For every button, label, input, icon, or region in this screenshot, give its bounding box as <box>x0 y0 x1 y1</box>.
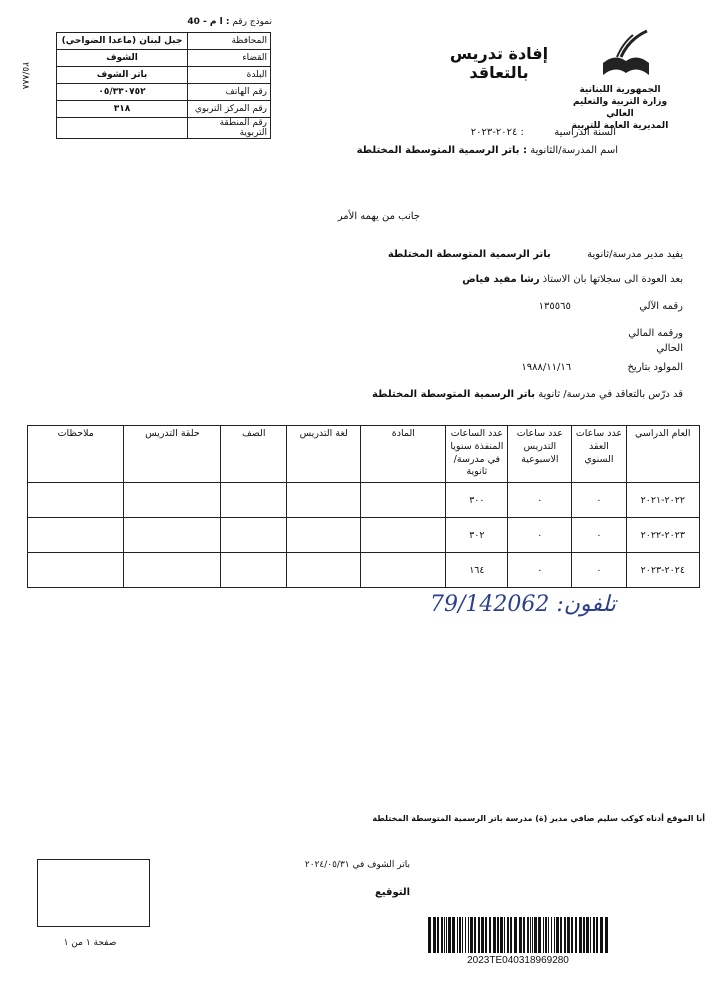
barcode-bar <box>564 917 566 953</box>
place-date: باتر الشوف في ٢٠٢٤/٠٥/٣١ <box>304 860 410 870</box>
barcode-bar <box>600 917 603 953</box>
barcode-bar <box>530 917 531 953</box>
barcode-bar <box>538 917 541 953</box>
handwritten-phone-text: تلفون: 79/142062 <box>430 592 616 617</box>
table-cell: ٠ <box>508 553 572 588</box>
table-cell: ٢٠٢٢-٢٠٢١ <box>626 483 699 518</box>
form-model-number: : ا م - 40 <box>187 17 230 27</box>
table-cell: ٣٠٢ <box>446 518 508 553</box>
info-label: رقم المنطقة التربوية <box>188 118 271 139</box>
financial-number-line <box>560 327 683 356</box>
barcode-bar <box>500 917 503 953</box>
taught-line <box>300 389 683 400</box>
barcode-bar <box>437 917 439 953</box>
barcode-bar <box>444 917 445 953</box>
barcode-bar <box>481 917 484 953</box>
birth-value: ١٩٨٨/١١/١٦ <box>521 362 572 373</box>
table-cell <box>221 518 287 553</box>
table-cell: ٢٠٢٤-٢٠٢٣ <box>626 553 699 588</box>
table-cell: ٠ <box>572 553 626 588</box>
info-row <box>57 50 271 67</box>
info-label: رقم الهاتف <box>188 84 271 101</box>
column-header: ملاحظات <box>28 426 124 483</box>
ministry-heading <box>560 84 680 133</box>
barcode-bar <box>446 917 447 953</box>
barcode-bar <box>560 917 562 953</box>
barcode-bar <box>497 917 499 953</box>
column-header: حلقة التدريس <box>124 426 221 483</box>
principal-declaration: أنا الموقع أدناه كوكب سليم صافي مدير (ة) مدرسة باتر الرسمية المتوسطة المختلطة <box>372 814 705 823</box>
barcode-bar <box>485 917 487 953</box>
school-year-label: السنة الدراسية <box>554 127 616 138</box>
addressee: جانب من يهمه الأمر <box>337 211 420 222</box>
column-header: المادة <box>361 426 446 483</box>
table-cell: ٠ <box>572 518 626 553</box>
handwritten-phone-note <box>430 592 700 617</box>
page-indicator: صفحة ١ من ١ <box>63 938 117 948</box>
barcode-bar <box>593 917 595 953</box>
info-label: المحافظة <box>188 33 271 50</box>
info-label: رقم المركز التربوي <box>188 101 271 118</box>
barcode-bar <box>428 917 431 953</box>
barcode-bar <box>474 917 476 953</box>
school-name-line <box>300 145 618 156</box>
table-cell <box>221 483 287 518</box>
barcode-bar <box>478 917 480 953</box>
book-logo-icon <box>599 29 653 79</box>
ministry-logo <box>599 29 653 79</box>
barcode-bar <box>543 917 544 953</box>
school-year-line <box>380 127 616 138</box>
ministry-line-3: المديرية العامة للتربية <box>571 121 669 132</box>
school-year-value: : ٢٠٢٤-٢٠٢٣ <box>470 127 524 138</box>
barcode-bar <box>519 917 522 953</box>
info-row <box>57 84 271 101</box>
barcode-bar <box>554 917 555 953</box>
info-label: القضاء <box>188 50 271 67</box>
info-value: ٠٥/٣٣٠٧٥٢ <box>57 84 188 101</box>
table-cell <box>221 553 287 588</box>
info-row <box>57 118 271 139</box>
table-cell <box>28 518 124 553</box>
records-label: بعد العودة الى سجلاتها بان الاستاذ <box>542 274 683 285</box>
barcode-bar <box>504 917 505 953</box>
form-model-line <box>112 17 272 27</box>
table-cell <box>361 518 446 553</box>
table-row <box>28 483 700 518</box>
birth-label: المولود بتاريخ <box>627 362 683 373</box>
barcode-bar <box>545 917 547 953</box>
barcode-bar <box>579 917 582 953</box>
table-cell <box>124 518 221 553</box>
school-name-value: : باتر الرسمية المتوسطة المختلطة <box>356 145 528 156</box>
table-cell: ١٦٤ <box>446 553 508 588</box>
barcode-icon <box>428 917 608 953</box>
informs-value: باتر الرسمية المتوسطة المختلطة <box>387 249 551 260</box>
signature-box <box>37 859 150 927</box>
barcode-bar <box>459 917 461 953</box>
barcode-bar <box>590 917 591 953</box>
barcode-bar <box>571 917 573 953</box>
info-value: جبل لبنان (ماعدا الضواحي) <box>57 33 188 50</box>
financial-label-1: ورقمه المالي <box>628 328 683 339</box>
info-label: البلدة <box>188 67 271 84</box>
info-value <box>57 118 188 139</box>
financial-label-2: الحالي <box>656 342 683 354</box>
table-row <box>28 553 700 588</box>
document-title: إفادة تدريس بالتعاقد <box>449 44 549 82</box>
barcode-bar <box>523 917 525 953</box>
barcode-bar <box>448 917 451 953</box>
table-cell <box>124 553 221 588</box>
taught-label: قد درّس بالتعاقد في مدرسة/ ثانوية <box>538 389 683 400</box>
table-cell <box>28 553 124 588</box>
birth-line <box>300 362 683 373</box>
records-line <box>300 274 683 285</box>
side-reference-note: ٢٥/٨٨٨ <box>20 62 30 90</box>
barcode-bar <box>493 917 496 953</box>
ministry-line-2: وزارة التربية والتعليم العالي <box>572 97 668 120</box>
barcode-bar <box>514 917 517 953</box>
column-header: عدد ساعات التدريس الاسبوعية <box>508 426 572 483</box>
table-cell: ٣٠٠ <box>446 483 508 518</box>
table-cell <box>287 553 361 588</box>
barcode-bar <box>534 917 537 953</box>
table-cell <box>287 483 361 518</box>
table-cell <box>124 483 221 518</box>
taught-value: باتر الرسمية المتوسطة المختلطة <box>372 389 536 400</box>
column-header: الصف <box>221 426 287 483</box>
info-row <box>57 33 271 50</box>
table-cell: ٠ <box>508 483 572 518</box>
info-row <box>57 67 271 84</box>
barcode-bar <box>586 917 589 953</box>
barcode-bar <box>575 917 577 953</box>
table-cell: ٠ <box>508 518 572 553</box>
barcode-bar <box>596 917 598 953</box>
table-cell <box>361 483 446 518</box>
barcode-bar <box>462 917 463 953</box>
barcode-bar <box>452 917 455 953</box>
number-line <box>300 301 683 312</box>
barcode-bar <box>527 917 529 953</box>
form-model-label: نموذج رقم <box>232 17 272 27</box>
barcode-bar <box>583 917 585 953</box>
barcode-bar <box>441 917 443 953</box>
table-cell <box>287 518 361 553</box>
table-cell <box>361 553 446 588</box>
barcode-bar <box>551 917 552 953</box>
number-value: ١٣٥٥٦٥ <box>538 301 571 312</box>
signature-label: التوقيع <box>375 887 410 898</box>
barcode-bar <box>556 917 559 953</box>
column-header: عدد ساعات العقد السنوي <box>572 426 626 483</box>
barcode-bar <box>532 917 533 953</box>
teacher-name: رشا مفيد فياض <box>462 274 540 285</box>
barcode-bar <box>433 917 436 953</box>
info-value: باتر الشوف <box>57 67 188 84</box>
table-row <box>28 518 700 553</box>
teaching-hours-table <box>27 425 700 588</box>
informs-label: يفيد مدير مدرسة/ثانوية <box>587 249 683 260</box>
barcode-bar <box>465 917 466 953</box>
column-header: عدد الساعات المنفذة سنويا في مدرسة/ثانوية <box>446 426 508 483</box>
barcode-bar <box>605 917 608 953</box>
barcode-bar <box>489 917 491 953</box>
school-info-table <box>56 32 271 139</box>
info-value: ٣١٨ <box>57 101 188 118</box>
info-value: الشوف <box>57 50 188 67</box>
barcode-bar <box>510 917 512 953</box>
table-cell: ٢٠٢٣-٢٠٢٢ <box>626 518 699 553</box>
column-header: لغة التدريس <box>287 426 361 483</box>
barcode-bar <box>470 917 473 953</box>
barcode-bar <box>468 917 469 953</box>
info-row <box>57 101 271 118</box>
barcode-number: 2023TE040318969280 <box>467 955 569 966</box>
number-label: رقمه الآلي <box>639 301 683 312</box>
barcode-bar <box>567 917 570 953</box>
barcode-bar <box>548 917 549 953</box>
informs-line <box>300 249 683 260</box>
barcode-bar <box>457 917 458 953</box>
barcode-bar <box>507 917 509 953</box>
table-cell <box>28 483 124 518</box>
ministry-line-1: الجمهورية اللبنانية <box>579 85 661 95</box>
table-header-row <box>28 426 700 483</box>
school-name-label: اسم المدرسة/الثانوية <box>530 145 618 156</box>
column-header: العام الدراسي <box>626 426 699 483</box>
table-cell: ٠ <box>572 483 626 518</box>
